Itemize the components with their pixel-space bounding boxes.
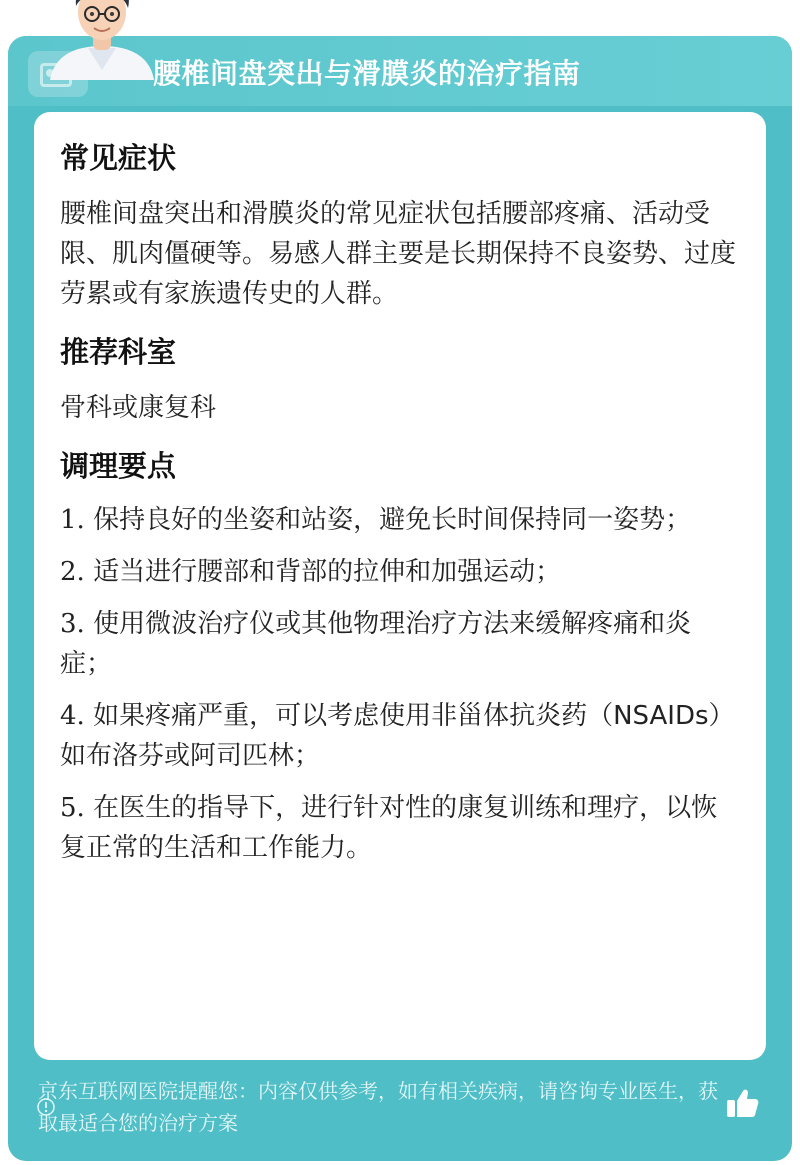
content-card xyxy=(34,112,766,1060)
care-item: 5. 在医生的指导下，进行针对性的康复训练和理疗，以恢复正常的生活和工作能力。 xyxy=(60,793,718,863)
department-text: 骨科或康复科 xyxy=(60,393,217,423)
doctor-avatar-icon xyxy=(42,0,162,80)
care-item: 1. 保持良好的坐姿和站姿，避免长时间保持同一姿势； xyxy=(60,505,692,535)
care-item: 4. 如果疼痛严重，可以考虑使用非甾体抗炎药（NSAIDs）如布洛芬或阿司匹林； xyxy=(60,701,735,771)
section-title-department: 推荐科室 xyxy=(60,335,177,369)
care-item: 2. 适当进行腰部和背部的拉伸和加强运动； xyxy=(60,557,562,587)
page-title: 腰椎间盘突出与滑膜炎的治疗指南 xyxy=(153,57,581,90)
guide-panel xyxy=(8,36,792,1161)
care-item: 3. 使用微波治疗仪或其他物理治疗方法来缓解疼痛和炎症； xyxy=(60,609,692,679)
care-list xyxy=(60,500,740,868)
symptoms-text: 腰椎间盘突出和滑膜炎的常见症状包括腰部疼痛、活动受限、肌肉僵硬等。易感人群主要是长期保持不良姿势、过度劳累或有家族遗传史的人群。 xyxy=(60,199,737,309)
disclaimer-text: 京东互联网医院提醒您：内容仅供参考，如有相关疾病，请咨询专业医生，获取最适合您的治疗方案 xyxy=(38,1079,718,1135)
thumbs-up-icon[interactable] xyxy=(724,1085,760,1121)
section-title-symptoms: 常见症状 xyxy=(60,141,177,175)
section-title-care: 调理要点 xyxy=(60,449,177,483)
